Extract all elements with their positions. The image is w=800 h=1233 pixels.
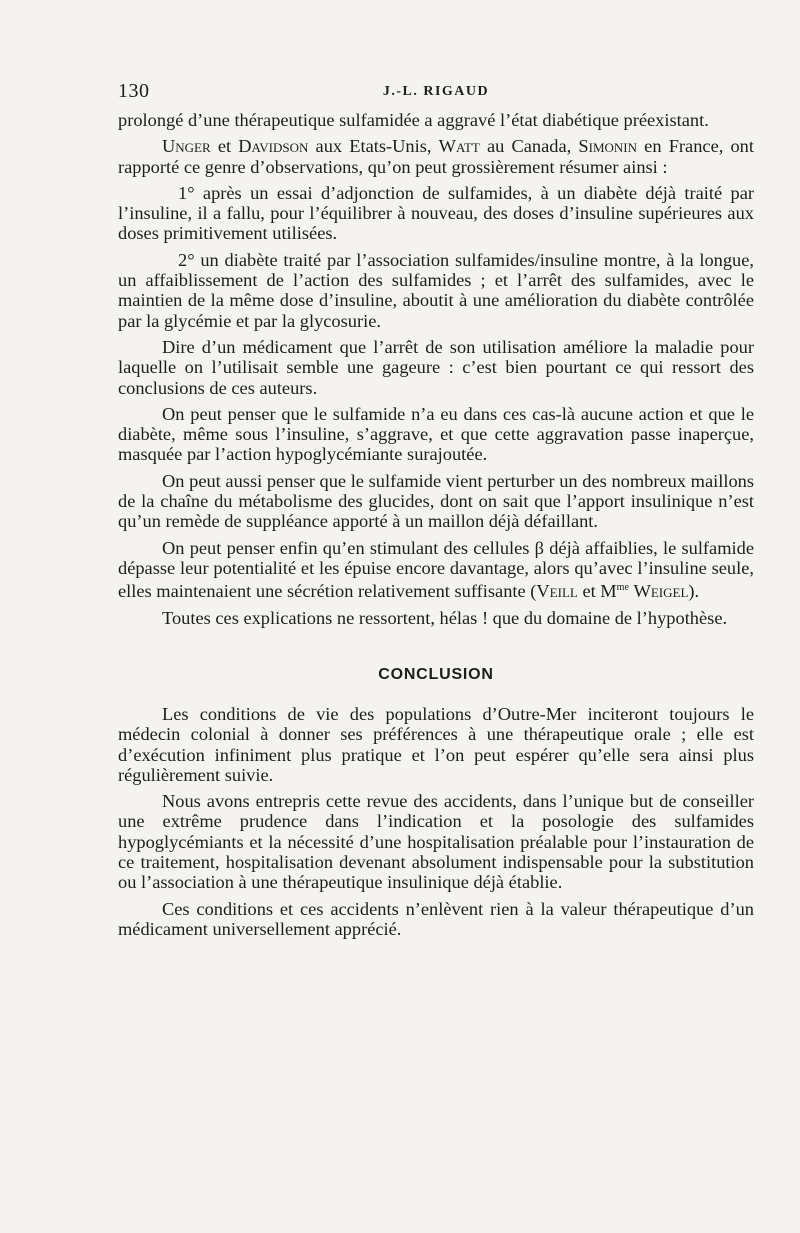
section-title: CONCLUSION (378, 665, 494, 683)
page-header (118, 80, 754, 110)
body-text (118, 110, 754, 939)
paragraph: Unger et Davidson aux Etats-Unis, Watt au Canada, Simonin en France, ont rapporté ce genre d’observations, qu’on peut grossièrement résumer ainsi : (118, 136, 754, 177)
author-name: Unger (162, 136, 211, 157)
paragraph: Les conditions de vie des populations d’Outre-Mer inciteront toujours le médecin colonial à donner ses préférences à une thérapeutique orale ; elle est d’exécution infiniment plus pratique et l’on peut espérer qu’elle sera ainsi plus régulièrement suivie. (118, 703, 754, 785)
paragraph: Toutes ces explications ne ressortent, hélas ! que du domaine de l’hypothèse. (162, 607, 728, 628)
author-name: Weigel (633, 581, 689, 602)
page-number: 130 (118, 80, 150, 102)
list-item: 1° après un essai d’adjonction de sulfamides, à un diabète déjà traité par l’insuline, il a fallu, pour l’équilibrer à nouveau, des doses d’insuline supérieures aux doses primitivement utilisées. (118, 182, 754, 244)
paragraph: Dire d’un médicament que l’arrêt de son utilisation améliore la maladie pour laquelle on l’utilisait semble une gageure : c’est bien pourtant ce qui ressort des conclusions de ces auteurs. (118, 336, 754, 398)
paragraph: On peut aussi penser que le sulfamide vient perturber un des nombreux maillons de la chaîne du métabolisme des glucides, dont on sait que l’apport insulinique n’est qu’un remède de suppléance apporté à un maillon déjà défaillant. (118, 470, 754, 532)
list-item: 2° un diabète traité par l’association sulfamides/insuline montre, à la longue, un affaiblissement de l’action des sulfamides ; et l’arrêt des sulfamides, avec le maintien de la même dose d’insuline, aboutit à une amélioration du diabète contrôlée par la glycémie et par la glycosurie. (118, 249, 754, 331)
author-name: Veill (536, 581, 578, 602)
paragraph: Nous avons entrepris cette revue des accidents, dans l’unique but de conseiller une extrême prudence dans l’indication et la posologie des sulfamides hypoglycémiants et la nécessité d’une hospitalisation préalable pour l’instauration de ce traitement, hospitalisation devenant absolument indispensable pour la substitution ou l’association à une thérapeutique insulinique déjà établie. (118, 791, 754, 893)
author-name: Davidson (238, 136, 309, 157)
paragraph: On peut penser enfin qu’en stimulant des cellules β déjà affaiblies, le sulfamide dépasse leur potentialité et les épuise encore davantage, alors qu’avec l’insuline seule, elles maintenaient une sécrétion relativement suffisante (Veill et $M^{me}$ Weigel). (118, 537, 754, 602)
paragraph: On peut penser que le sulfamide n’a eu dans ces cas-là aucune action et que le diabète, même sous l’insuline, s’aggrave, et que cette aggravation passe inaperçue, masquée par l’action hypoglycémiante surajoutée. (118, 403, 754, 465)
page (118, 80, 754, 939)
paragraph: Ces conditions et ces accidents n’enlèvent rien à la valeur thérapeutique d’un médicament universellement apprécié. (118, 898, 754, 939)
paragraph: prolongé d’une thérapeutique sulfamidée a aggravé l’état diabétique préexistant. (118, 110, 709, 130)
author-name: Simonin (578, 136, 638, 157)
running-head: J.-L. RIGAUD (382, 84, 490, 99)
author-name: Watt (438, 136, 480, 157)
